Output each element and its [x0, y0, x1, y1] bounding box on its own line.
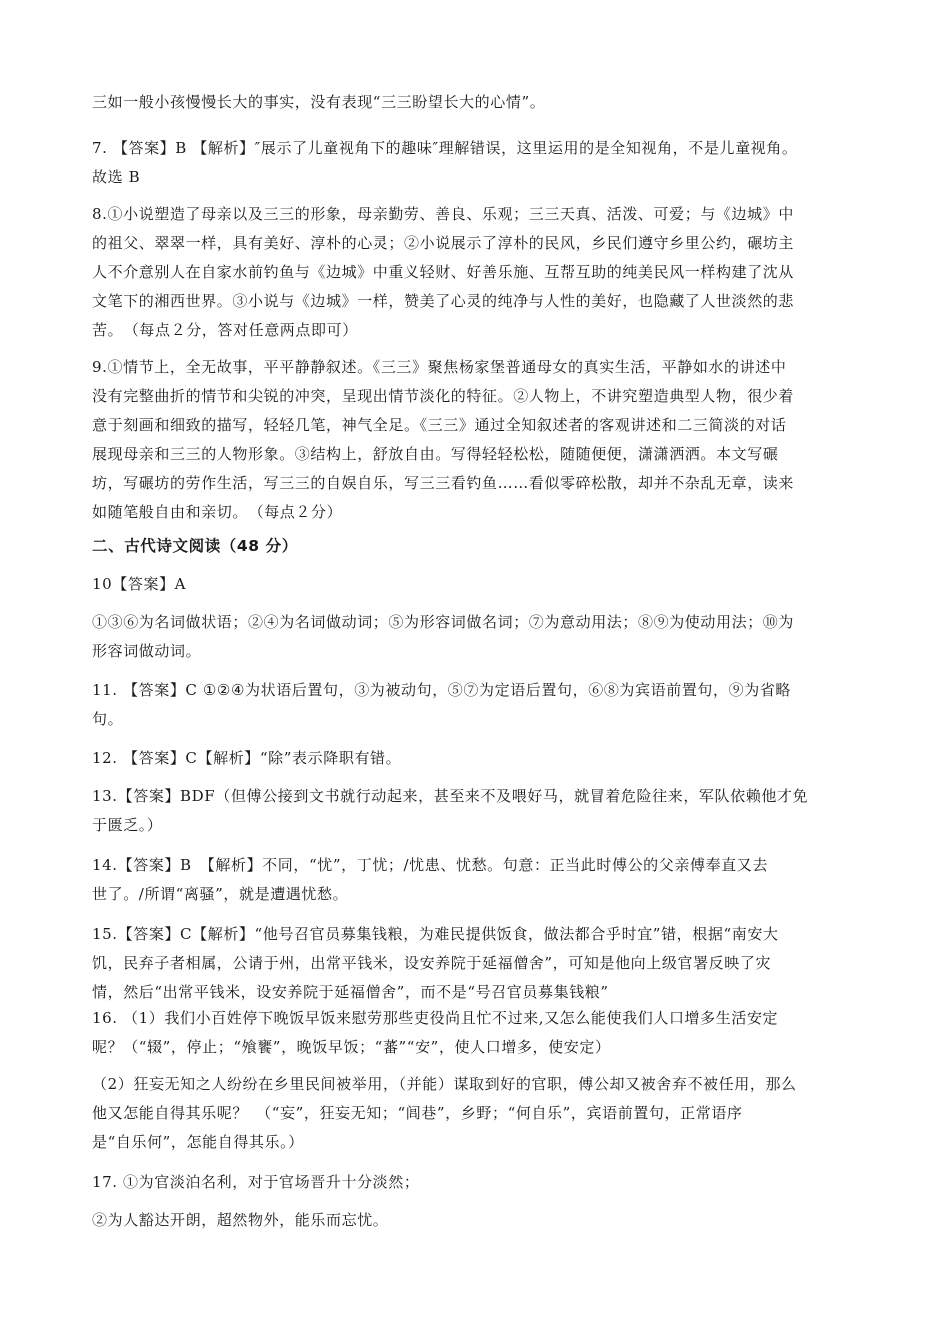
- text-line: 情，然后“出常平钱米，设安养院于延福僧舍”，而不是“号召官员募集钱粮”: [92, 983, 609, 1001]
- answer-15: [92, 920, 860, 1007]
- text-line: 10【答案】A: [92, 575, 187, 593]
- text-line: 17. ①为官淡泊名利，对于官场晋升十分淡然；: [92, 1173, 420, 1191]
- answer-16-2: [92, 1070, 860, 1157]
- answer-10: [92, 570, 860, 599]
- text-line: 意于刻画和细致的描写，轻轻几笔，神气全足。《三三》通过全知叙述者的客观讲述和二三简淡的对话: [92, 416, 787, 434]
- answer-14: [92, 851, 860, 909]
- text-line: 呢？（“辍”，停止；“飧饔”，晚饭早饭；“蕃”“安”，使人口增多，使安定）: [92, 1038, 611, 1056]
- text-line: 9.①情节上，全无故事，平平静静叙述。《三三》聚焦杨家堡普通母女的真实生活，平静如水的讲述中: [92, 358, 787, 376]
- text-line: 8.①小说塑造了母亲以及三三的形象，母亲勤劳、善良、乐观；三三天真、活泼、可爱；与《边城》中: [92, 205, 794, 223]
- text-line: 人不介意别人在自家水前钓鱼与《边城》中重义轻财、好善乐施、互帮互助的纯美民风一样构建了沈从: [92, 263, 795, 281]
- section-title: 二、古代诗文阅读（48 分）: [92, 537, 298, 555]
- answer-7: [92, 134, 860, 192]
- answer-10-detail: [92, 608, 860, 666]
- text-line: 坊，写碾坊的劳作生活，写三三的自娱自乐，写三三看钓鱼……看似零碎松散，却并不杂乱无章，读来: [92, 474, 795, 492]
- text-line: 形容词做动词。: [92, 642, 202, 660]
- text-line: 7. 【答案】B 【解析】″展示了儿童视角下的趣味″理解错误，这里运用的是全知视角，不是儿童视角。: [92, 139, 798, 157]
- text-line: 12. 【答案】C【解析】“除”表示降职有错。: [92, 749, 402, 767]
- answer-16-1: [92, 1004, 860, 1062]
- text-line: 于匮乏。）: [92, 816, 163, 834]
- text-line: 苦。 （每点２分，答对任意两点即可）: [92, 321, 358, 339]
- paragraph-6-end: [92, 88, 860, 117]
- answer-17-1: [92, 1168, 860, 1197]
- answer-8: [92, 200, 860, 345]
- section-heading: [92, 532, 860, 561]
- answer-12: [92, 744, 860, 773]
- text-line: 三如一般小孩慢慢长大的事实，没有表现“三三盼望长大的心情”。: [92, 93, 546, 111]
- answer-9: [92, 353, 860, 527]
- answer-17-2: [92, 1206, 860, 1235]
- text-line: 13.【答案】BDF（但傅公接到文书就行动起来，甚至来不及喂好马，就冒着危险往来，军队依赖他才免: [92, 787, 809, 805]
- text-line: 故选 B: [92, 168, 141, 186]
- text-line: 他又怎能自得其乐呢？ （“妄”，狂妄无知；“闾巷”，乡野；“何自乐”，宾语前置句，正常语序: [92, 1104, 743, 1122]
- text-line: 展现母亲和三三的人物形象。③结构上，舒放自由。写得轻轻松松，随随便便，潇潇洒洒。本文写碾: [92, 445, 779, 463]
- text-line: ①③⑥为名词做状语；②④为名词做动词；⑤为形容词做名词；⑦为意动用法；⑧⑨为使动用法；⑩为: [92, 613, 795, 631]
- text-line: 世了。/所谓“离骚”，就是遭遇忧愁。: [92, 885, 349, 903]
- text-line: 如随笔般自由和亲切。 （每点２分）: [92, 503, 343, 521]
- answer-13: [92, 782, 860, 840]
- text-line: ②为人豁达开朗，超然物外，能乐而忘忧。: [92, 1211, 389, 1229]
- text-line: 文笔下的湘西世界。③小说与《边城》一样，赞美了心灵的纯净与人性的美好，也隐藏了人世淡然的悲: [92, 292, 795, 310]
- text-line: 饥，民弃子者相属，公请于州，出常平钱米，设安养院于延福僧舍”，可知是他向上级官署反映了灾: [92, 954, 772, 972]
- text-line: （2）狂妄无知之人纷纷在乡里民间被举用，（并能）谋取到好的官职，傅公却又被舍弃不被任用，那么: [92, 1075, 797, 1093]
- answer-11: [92, 676, 860, 734]
- text-line: 15.【答案】C【解析】“他号召官员募集钱粮，为难民提供饭食，做法都合乎时宜”错，根据“南安大: [92, 925, 779, 943]
- text-line: 16. （1）我们小百姓停下晚饭早饭来慰劳那些吏役尚且忙不过来,又怎么能使我们人口增多生活安定: [92, 1009, 779, 1027]
- text-line: 的祖父、翠翠一样，具有美好、淳朴的心灵；②小说展示了淳朴的民风，乡民们遵守乡里公约，碾坊主: [92, 234, 795, 252]
- text-line: 没有完整曲折的情节和尖锐的冲突，呈现出情节淡化的特征。②人物上，不讲究塑造典型人物，很少着: [92, 387, 795, 405]
- text-line: 句。: [92, 710, 124, 728]
- text-line: 14.【答案】B 【解析】不同，“忧”，丁忧；/忧患、忧愁。句意：正当此时傅公的父亲傅奉直又去: [92, 856, 768, 874]
- text-line: 是“自乐何”，怎能自得其乐。）: [92, 1133, 304, 1151]
- text-line: 11. 【答案】C ①②④为状语后置句，③为被动句，⑤⑦为定语后置句，⑥⑧为宾语前置句，⑨为省略: [92, 681, 792, 699]
